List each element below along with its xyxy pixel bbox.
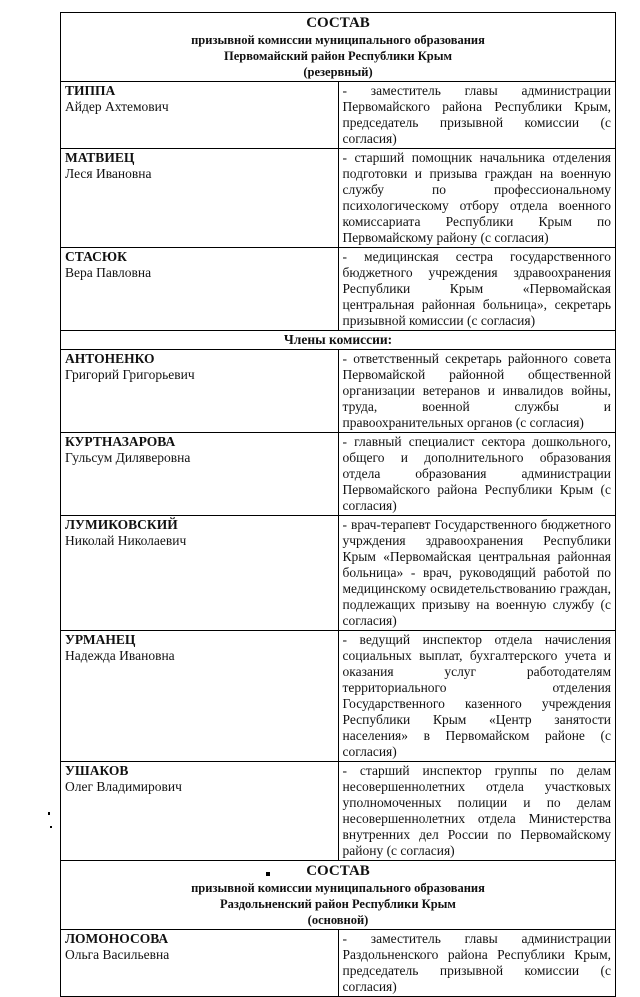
section-subtitle-line: (основной) <box>307 913 369 927</box>
member-name-cell <box>61 149 339 248</box>
member-surname: АНТОНЕНКО <box>65 351 155 366</box>
member-position: - заместитель главы администрации Первомайского района Республики Крым, председатель призывной комиссии (с согласия) <box>338 82 616 149</box>
member-given-name: Ольга Васильевна <box>65 947 170 962</box>
member-surname: СТАСЮК <box>65 249 127 264</box>
member-row <box>61 149 616 248</box>
member-row <box>61 248 616 331</box>
member-position: - медицинская сестра государственного бюджетного учреждения здравоохранения Республики Крым «Первомайская центральная районная больница», секретарь призывной комиссии (с согласия) <box>338 248 616 331</box>
section-subtitle-line: Раздольненский район Республики Крым <box>220 897 456 911</box>
section-subtitle-line: призывной комиссии муниципального образования <box>191 33 485 47</box>
scan-speck <box>266 872 270 876</box>
section-subtitle-line: Первомайский район Республики Крым <box>223 49 453 63</box>
member-position: - ведущий инспектор отдела начисления социальных выплат, бухгалтерского учета и оказания услуг работодателям территориального отделения Государственного казенного учреждения Республики Крым «Центр занятости населения» в Первомайском районе (с согласия) <box>338 631 616 762</box>
member-given-name: Григорий Григорьевич <box>65 367 195 382</box>
scan-speck <box>48 812 50 815</box>
section-title: СОСТАВ <box>306 863 370 879</box>
member-name-cell <box>61 248 339 331</box>
member-position: - заместитель главы администрации Раздольненского района Республики Крым, председатель призывной комиссии (с согласия) <box>338 930 616 997</box>
members-heading-row <box>61 331 616 350</box>
member-position: - старший помощник начальника отделения подготовки и призыва граждан на военную службу по профессиональному психологическому отбору отдела военного комиссариата Республики Крым по Первомайскому району (с согласия) <box>338 149 616 248</box>
member-name-cell <box>61 516 339 631</box>
member-position: - старший инспектор группы по делам несовершеннолетних отдела участковых уполномоченных полиции и по делам несовершеннолетних отдела Министерства внутренних дел России по Первомайскому району (с согласия) <box>338 762 616 861</box>
member-surname: УРМАНЕЦ <box>65 632 136 647</box>
member-row <box>61 82 616 149</box>
member-surname: КУРТНАЗАРОВА <box>65 434 176 449</box>
member-row <box>61 762 616 861</box>
members-heading: Члены комиссии: <box>61 331 616 350</box>
section-subtitle-line: (резервный) <box>303 65 373 79</box>
scan-speck <box>50 826 52 828</box>
member-given-name: Айдер Ахтемович <box>65 99 169 114</box>
member-row <box>61 631 616 762</box>
section-header <box>61 861 616 930</box>
section-subtitle-line: призывной комиссии муниципального образования <box>191 881 485 895</box>
member-surname: ТИППА <box>65 83 116 98</box>
member-name-cell <box>61 82 339 149</box>
section-header-row <box>61 13 616 82</box>
member-name-cell <box>61 433 339 516</box>
member-given-name: Леся Ивановна <box>65 166 152 181</box>
section-header-row <box>61 861 616 930</box>
member-given-name: Надежда Ивановна <box>65 648 175 663</box>
member-name-cell <box>61 930 339 997</box>
member-row <box>61 516 616 631</box>
member-row <box>61 433 616 516</box>
member-given-name: Вера Павловна <box>65 265 152 280</box>
member-name-cell <box>61 350 339 433</box>
member-given-name: Гульсум Диляверовна <box>65 450 191 465</box>
member-given-name: Олег Владимирович <box>65 779 182 794</box>
member-name-cell <box>61 631 339 762</box>
member-surname: ЛУМИКОВСКИЙ <box>65 517 178 532</box>
member-position: - главный специалист сектора дошкольного, общего и дополнительного образования отдела образования администрации Первомайского района Республики Крым (с согласия) <box>338 433 616 516</box>
member-row <box>61 350 616 433</box>
member-position: - врач-терапевт Государственного бюджетного учрждения здравоохранения Республики Крым «Первомайская центральная районная больница» - врач, руководящий работой по медицинскому освидетельствованию граждан, подлежащих призыву на военную службу (с согласия) <box>338 516 616 631</box>
section-header <box>61 13 616 82</box>
commission-table <box>60 12 616 997</box>
member-name-cell <box>61 762 339 861</box>
member-surname: ЛОМОНОСОВА <box>65 931 169 946</box>
member-surname: МАТВИЕЦ <box>65 150 135 165</box>
member-row <box>61 930 616 997</box>
member-given-name: Николай Николаевич <box>65 533 187 548</box>
member-position: - ответственный секретарь районного совета Первомайской районной общественной организации ветеранов и инвалидов войны, труда, военной службы и правоохранительных органов (с согласия) <box>338 350 616 433</box>
section-title: СОСТАВ <box>306 15 370 31</box>
member-surname: УШАКОВ <box>65 763 129 778</box>
